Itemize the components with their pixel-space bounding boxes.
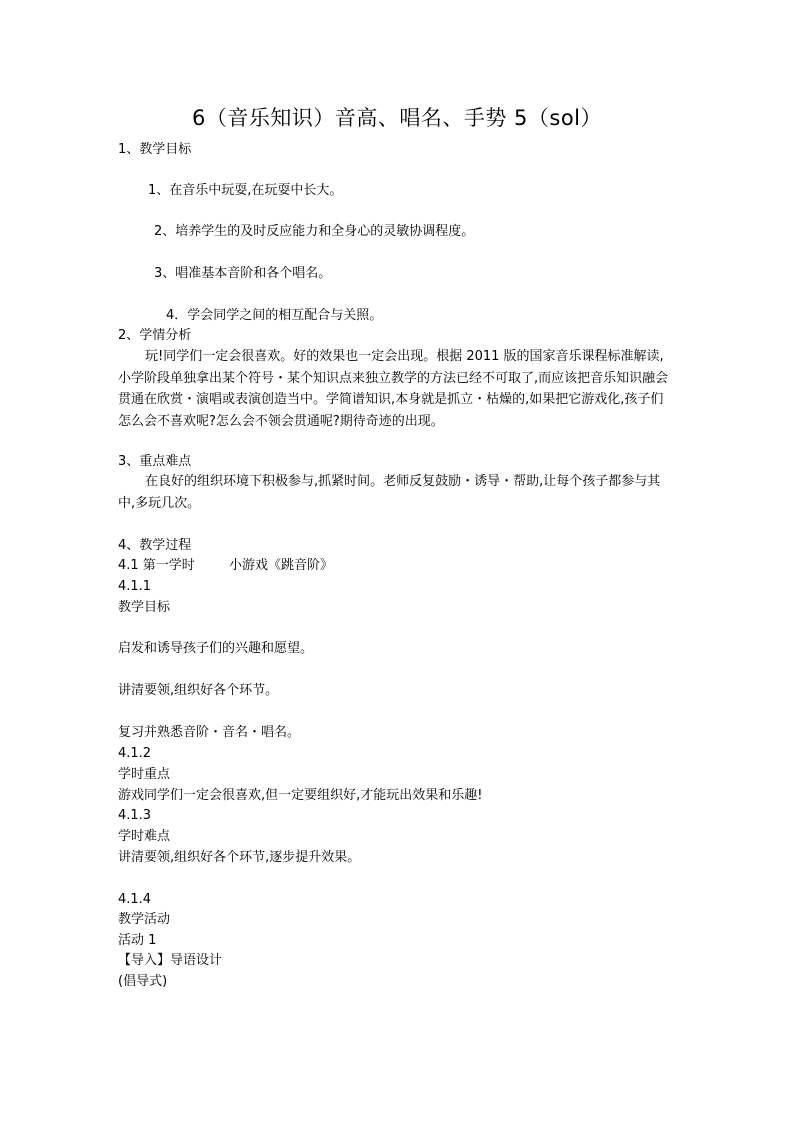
subsection-body-413: 讲清要领,组织好各个环节,逐步提升效果。 — [118, 850, 361, 865]
lesson-game: 小游戏《跳音阶》 — [229, 558, 334, 573]
section1-heading: 1、教学目标 — [118, 142, 192, 157]
intro-style: (倡导式) — [118, 974, 168, 989]
goal-item-4: 4．学会同学之间的相互配合与关照。 — [166, 308, 383, 323]
subsection-heading-411: 教学目标 — [118, 600, 171, 615]
section2-heading: 2、学情分析 — [118, 328, 192, 343]
document-title: 6（音乐知识）音高、唱名、手势 5（sol） — [191, 106, 603, 130]
lesson-label: 4.1 第一学时 — [118, 558, 195, 573]
subsection-heading-413: 学时难点 — [118, 829, 171, 844]
subsection-number-412: 4.1.2 — [118, 746, 152, 761]
subsection-number-414: 4.1.4 — [118, 892, 152, 907]
subsection-heading-414: 教学活动 — [118, 912, 171, 927]
goal-item-1: 1、在音乐中玩耍,在玩耍中长大。 — [148, 183, 343, 198]
section2-body: 玩!同学们一定会很喜欢。好的效果也一定会出现。根据 2011 版的国家音乐课程标准解读,小学阶段单独拿出某个符号・某个知识点来独立教学的方法已经不可取了,而应该把音乐知识融会贯通在欣赏・演唱或表演创造当中。学简谱知识,本身就是抓立・枯燥的,如果把它游戏化,孩子们怎么会不喜欢呢?怎么会不领会贯通呢?期待奇迹的出现。 — [118, 349, 669, 429]
goal-item-3: 3、唱准基本音阶和各个唱名。 — [154, 266, 332, 281]
objective-item-1: 启发和诱导孩子们的兴趣和愿望。 — [118, 641, 314, 656]
goal-item-2: 2、培养学生的及时反应能力和全身心的灵敏协调程度。 — [154, 224, 475, 239]
subsection-heading-412: 学时重点 — [118, 767, 171, 782]
subsection-number-413: 4.1.3 — [118, 808, 152, 823]
subsection-number-411: 4.1.1 — [118, 579, 152, 594]
intro-design: 【导入】导语设计 — [118, 953, 223, 968]
section3-heading: 3、重点难点 — [118, 454, 192, 469]
subsection-body-412: 游戏同学们一定会很喜欢,但一定要组织好,才能玩出效果和乐趣! — [118, 788, 483, 803]
section4-heading: 4、教学过程 — [118, 538, 192, 553]
objective-item-2: 讲清要领,组织好各个环节。 — [118, 683, 279, 698]
objective-item-3: 复习并熟悉音阶・音名・唱名。 — [118, 725, 301, 740]
section3-body: 在良好的组织环境下积极参与,抓紧时间。老师反复鼓励・诱导・帮助,让每个孩子都参与其中,多玩几次。 — [118, 474, 661, 511]
activity-label: 活动 1 — [118, 933, 157, 948]
